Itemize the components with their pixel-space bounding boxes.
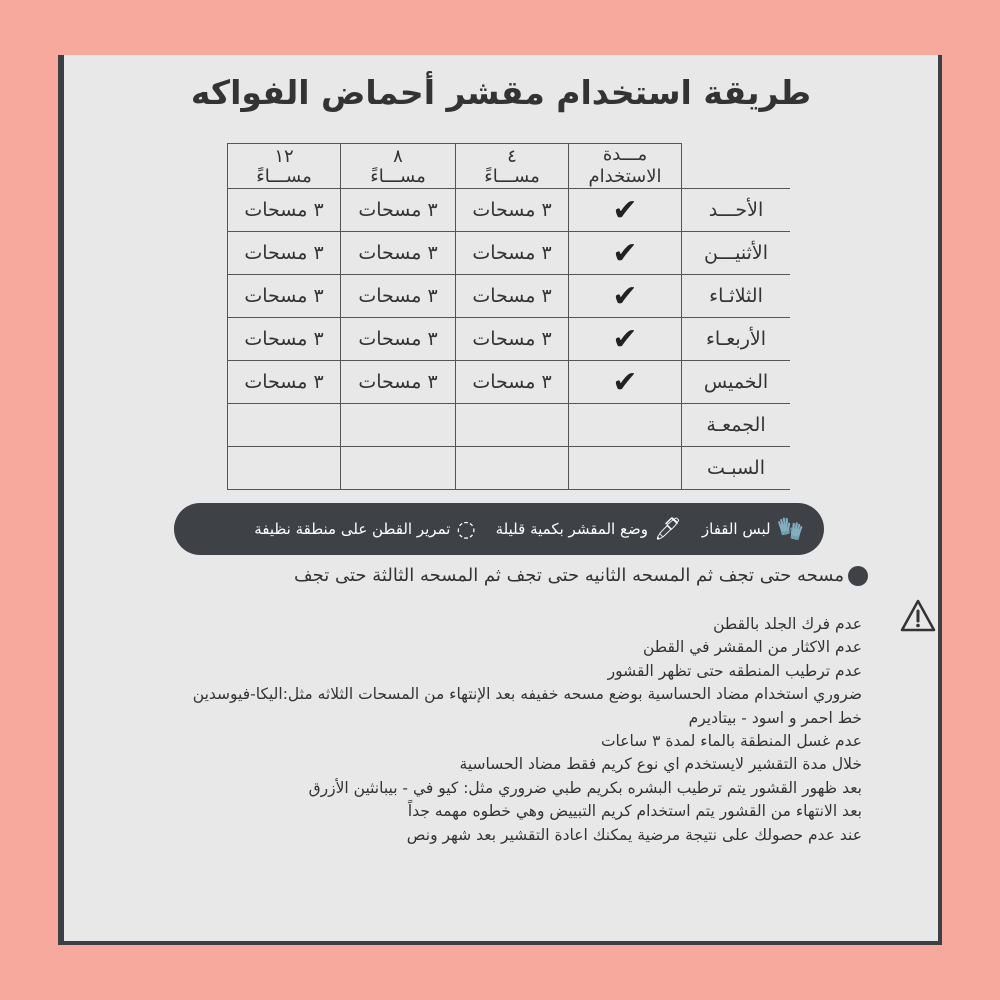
day-label: الخميس — [682, 361, 791, 404]
swipe-count-cell: ٣ مسحات — [456, 275, 569, 318]
table-header-row — [228, 144, 791, 189]
table-row — [228, 361, 791, 404]
warning-item: خلال مدة التقشير لايستخدم اي نوع كريم فقط مضاد الحساسية — [459, 755, 862, 774]
table-row — [228, 189, 791, 232]
check-icon: ✔ — [612, 321, 638, 357]
header-12am: ١٢ مســـاءً — [228, 144, 341, 189]
swipe-count-cell — [341, 447, 456, 490]
table-row — [228, 447, 791, 490]
warning-item: عدم ترطيب المنطقه حتى تظهر القشور — [607, 661, 862, 680]
table-row — [228, 404, 791, 447]
usage-check-cell — [569, 318, 682, 361]
step-label: تمرير القطن على منطقة نظيفة — [254, 520, 451, 538]
warning-item: ضروري استخدام مضاد الحساسية بوضع مسحه خفيفه بعد الإنتهاء من المسحات الثلاثه مثل:اليكا-فيوسدين — [192, 685, 862, 704]
step-label: وضع المقشر بكمية قليلة — [495, 520, 648, 538]
usage-check-cell — [569, 404, 682, 447]
swipe-count-cell: ٣ مسحات — [228, 318, 341, 361]
steps-banner — [174, 503, 824, 555]
step-item — [254, 517, 475, 542]
swipe-count-cell: ٣ مسحات — [456, 361, 569, 404]
header-8pm: ٨ مســـاءً — [341, 144, 456, 189]
info-dot-icon — [848, 566, 868, 586]
usage-check-cell — [569, 361, 682, 404]
header-usage: مـــدة الاستخدام — [569, 144, 682, 189]
day-label: الأربعـاء — [682, 318, 791, 361]
swipe-count-cell: ٣ مسحات — [228, 361, 341, 404]
application-note — [294, 565, 868, 586]
day-label: الجمعـة — [682, 404, 791, 447]
schedule-table — [227, 143, 790, 490]
warning-icon — [900, 598, 936, 634]
swipe-count-cell: ٣ مسحات — [228, 189, 341, 232]
warning-item: عند عدم حصولك على نتيجة مرضية يمكنك اعادة التقشير بعد شهر ونص — [406, 825, 862, 844]
swipe-count-cell: ٣ مسحات — [341, 189, 456, 232]
swipe-count-cell — [228, 447, 341, 490]
day-label: الأحـــد — [682, 189, 791, 232]
swipe-count-cell: ٣ مسحات — [456, 232, 569, 275]
swipe-count-cell — [456, 447, 569, 490]
step-item — [702, 517, 804, 542]
usage-check-cell — [569, 275, 682, 318]
warning-item: بعد ظهور القشور يتم ترطيب البشره بكريم طبي ضروري مثل: كيو في - بيبانثين الأزرق — [308, 778, 862, 797]
step-label: لبس القفاز — [701, 520, 771, 538]
warning-item: عدم الاكثار من المقشر في القطن — [642, 638, 862, 657]
glove-icon: 🧤 — [776, 516, 804, 542]
warning-item: عدم فرك الجلد بالقطن — [713, 615, 862, 633]
page-title: طريقة استخدام مقشر أحماض الفواكه — [190, 73, 812, 112]
usage-check-cell — [569, 232, 682, 275]
swipe-count-cell: ٣ مسحات — [228, 275, 341, 318]
warning-item: بعد الانتهاء من القشور يتم استخدام كريم التبييض وهي خطوه مهمه جداً — [407, 802, 862, 821]
table-row — [228, 232, 791, 275]
warning-item: عدم غسل المنطقة بالماء لمدة ٣ ساعات — [600, 732, 862, 751]
instruction-sheet — [58, 55, 942, 945]
check-icon: ✔ — [612, 192, 638, 228]
swipe-count-cell: ٣ مسحات — [341, 361, 456, 404]
swipe-count-cell — [228, 404, 341, 447]
swipe-count-cell: ٣ مسحات — [341, 232, 456, 275]
swipe-count-cell: ٣ مسحات — [341, 275, 456, 318]
usage-check-cell — [569, 189, 682, 232]
day-label: الثلاثـاء — [682, 275, 791, 318]
check-icon: ✔ — [612, 235, 638, 271]
header-corner — [682, 144, 791, 189]
cotton-icon: ◌ — [456, 516, 476, 542]
note-text: مسحه حتى تجف ثم المسحه الثانيه حتى تجف ثم المسحه الثالثة حتى تجف — [294, 565, 844, 586]
table-row — [228, 318, 791, 361]
warnings-list — [62, 613, 862, 847]
table-row — [228, 275, 791, 318]
dropper-icon: 🖊 — [653, 516, 682, 542]
check-icon: ✔ — [612, 278, 638, 314]
swipe-count-cell: ٣ مسحات — [228, 232, 341, 275]
header-4pm: ٤ مســـاءً — [456, 144, 569, 189]
day-label: السبـت — [682, 447, 791, 490]
swipe-count-cell — [341, 404, 456, 447]
step-item — [496, 517, 682, 542]
swipe-count-cell: ٣ مسحات — [456, 189, 569, 232]
usage-check-cell — [569, 447, 682, 490]
day-label: الأثنيـــن — [682, 232, 791, 275]
swipe-count-cell: ٣ مسحات — [341, 318, 456, 361]
warning-item: خط احمر و اسود - بيتاديرم — [688, 708, 862, 727]
swipe-count-cell: ٣ مسحات — [456, 318, 569, 361]
swipe-count-cell — [456, 404, 569, 447]
check-icon: ✔ — [612, 364, 638, 400]
